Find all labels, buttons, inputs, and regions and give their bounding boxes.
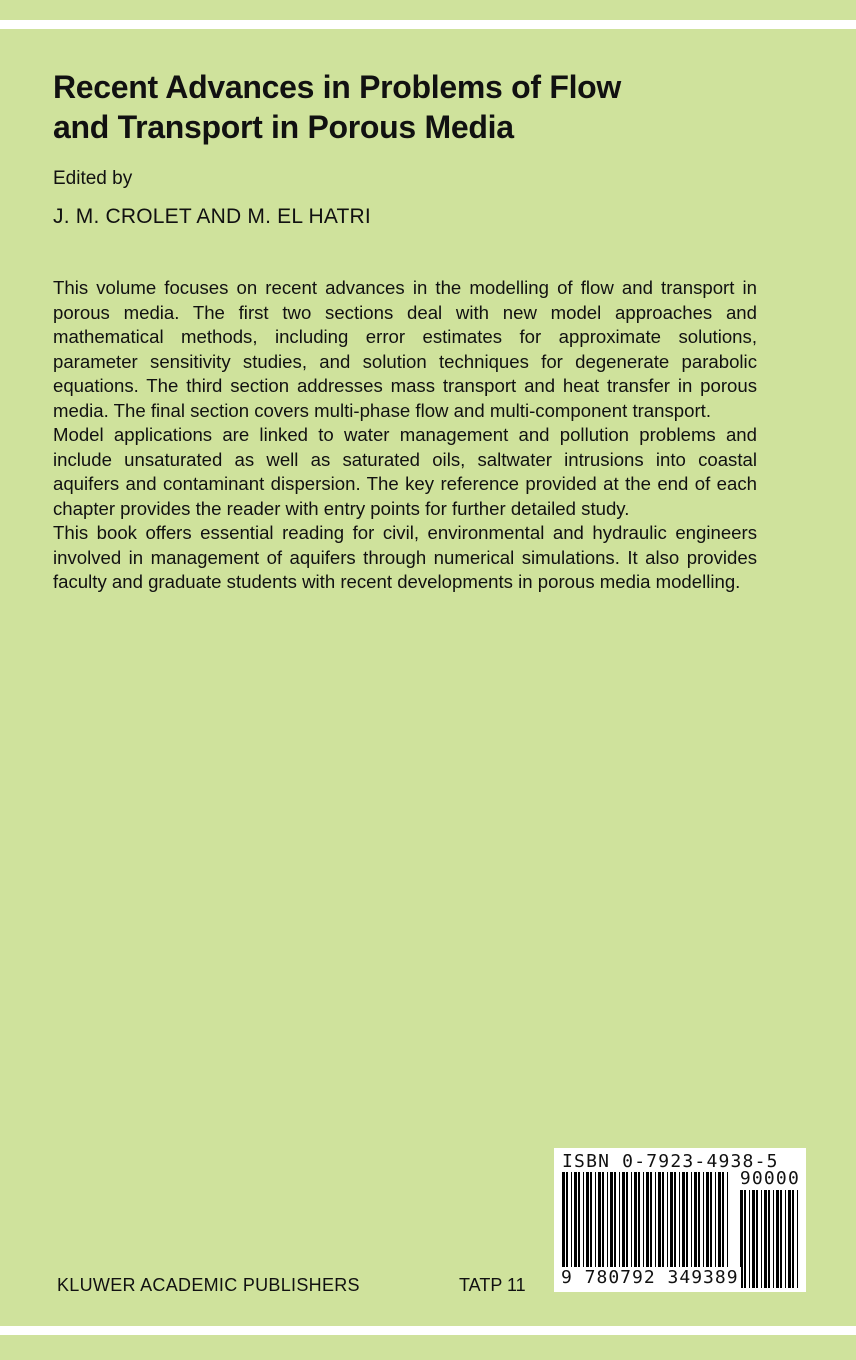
title-line-2: and Transport in Porous Media <box>53 109 514 145</box>
price-code: 90000 <box>739 1168 800 1189</box>
isbn-text: ISBN 0-7923-4938-5 <box>562 1151 779 1172</box>
book-description <box>53 276 757 595</box>
book-title <box>53 67 813 147</box>
isbn-barcode <box>554 1148 806 1292</box>
editors-names: J. M. CROLET AND M. EL HATRI <box>53 205 371 228</box>
publisher-name: KLUWER ACADEMIC PUBLISHERS <box>57 1275 360 1295</box>
ean-digits: 9 780792 349389 <box>561 1267 739 1288</box>
title-line-1: Recent Advances in Problems of Flow <box>53 69 622 105</box>
edited-by-label: Edited by <box>53 168 133 189</box>
description-paragraph-3: This book offers essential reading for civil, environmental and hydraulic engineers involved in management of aquifers through numerical simulations. It also provides faculty and graduate students with recent developments in porous media modelling. <box>53 522 757 592</box>
series-code: TATP 11 <box>459 1275 526 1295</box>
top-white-rule <box>0 20 856 29</box>
bottom-white-rule <box>0 1326 856 1335</box>
description-paragraph-2: Model applications are linked to water management and pollution problems and include unsaturated as well as saturated oils, saltwater intrusions into coastal aquifers and contaminant dispersion. The key reference provided at the end of each chapter provides the reader with entry points for further detailed study. <box>53 424 757 519</box>
description-paragraph-1: This volume focuses on recent advances in the modelling of flow and transport in porous media. The first two sections deal with new model approaches and mathematical methods, including error estimates for approximate solutions, parameter sensitivity studies, and solution techniques for degenerate parabolic equations. The third section addresses mass transport and heat transfer in porous media. The final section covers multi-phase flow and multi-component transport. <box>53 277 757 421</box>
